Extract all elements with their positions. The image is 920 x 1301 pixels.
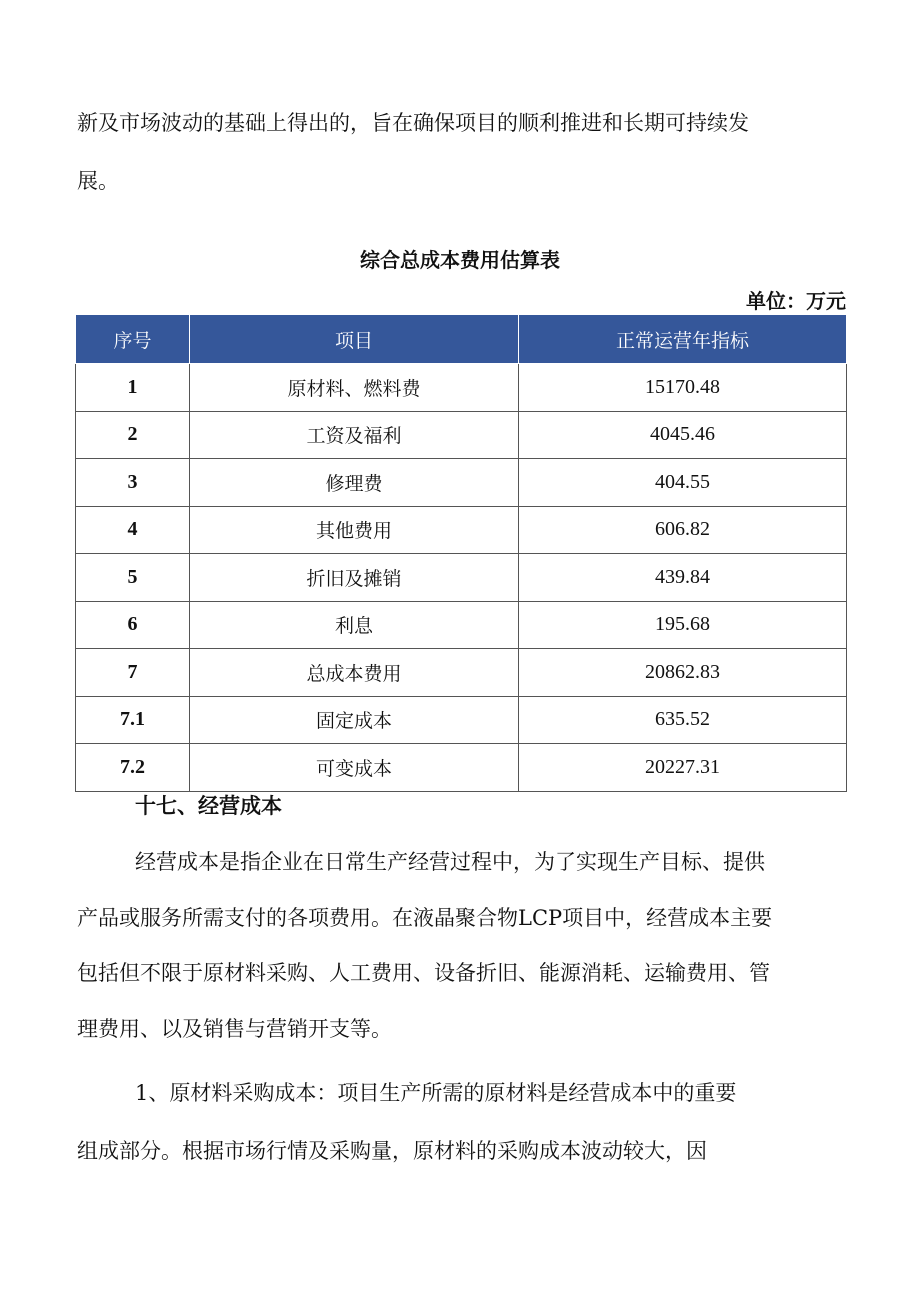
- row-item: 可变成本: [190, 744, 519, 792]
- table-title: 综合总成本费用估算表: [360, 248, 560, 272]
- intro-line-2: 展。: [77, 169, 119, 193]
- table-row: [76, 649, 847, 697]
- row-value: 635.52: [519, 696, 847, 744]
- row-no: 7: [76, 649, 190, 697]
- row-value: 606.82: [519, 506, 847, 554]
- table-row: [76, 411, 847, 459]
- row-item: 其他费用: [190, 506, 519, 554]
- row-no: 1: [76, 364, 190, 412]
- table-row: [76, 601, 847, 649]
- row-no: 2: [76, 411, 190, 459]
- row-value: 20227.31: [519, 744, 847, 792]
- row-value: 195.68: [519, 601, 847, 649]
- table-row: [76, 554, 847, 602]
- table-row: [76, 364, 847, 412]
- para1-line-1: 经营成本是指企业在日常生产经营过程中，为了实现生产目标、提供: [135, 850, 765, 874]
- row-no: 5: [76, 554, 190, 602]
- intro-line-1: 新及市场波动的基础上得出的，旨在确保项目的顺利推进和长期可持续发: [77, 111, 749, 135]
- para1-line-4: 理费用、以及销售与营销开支等。: [77, 1017, 392, 1041]
- para1-line-2: 产品或服务所需支付的各项费用。在液晶聚合物LCP项目中，经营成本主要: [77, 906, 773, 930]
- row-item: 折旧及摊销: [190, 554, 519, 602]
- section-heading: 十七、经营成本: [135, 793, 282, 818]
- table-unit: 单位：万元: [746, 289, 846, 313]
- row-no: 3: [76, 459, 190, 507]
- row-value: 15170.48: [519, 364, 847, 412]
- row-no: 4: [76, 506, 190, 554]
- row-no: 7.2: [76, 744, 190, 792]
- cost-estimate-table: [75, 314, 847, 792]
- row-item: 原材料、燃料费: [190, 364, 519, 412]
- row-item: 工资及福利: [190, 411, 519, 459]
- table-row: [76, 696, 847, 744]
- header-item: 项目: [190, 315, 519, 364]
- header-no: 序号: [76, 315, 190, 364]
- row-item: 总成本费用: [190, 649, 519, 697]
- row-no: 7.1: [76, 696, 190, 744]
- para2-line-1: 1、原材料采购成本：项目生产所需的原材料是经营成本中的重要: [135, 1081, 737, 1105]
- row-item: 利息: [190, 601, 519, 649]
- table-row: [76, 506, 847, 554]
- row-value: 439.84: [519, 554, 847, 602]
- table-row: [76, 744, 847, 792]
- para1-line-3: 包括但不限于原材料采购、人工费用、设备折旧、能源消耗、运输费用、管: [77, 961, 770, 985]
- row-item: 修理费: [190, 459, 519, 507]
- row-value: 4045.46: [519, 411, 847, 459]
- row-value: 20862.83: [519, 649, 847, 697]
- table-row: [76, 459, 847, 507]
- para2-line-2: 组成部分。根据市场行情及采购量，原材料的采购成本波动较大，因: [77, 1139, 707, 1163]
- row-value: 404.55: [519, 459, 847, 507]
- table-header-row: [76, 315, 847, 364]
- row-item: 固定成本: [190, 696, 519, 744]
- row-no: 6: [76, 601, 190, 649]
- header-value: 正常运营年指标: [519, 315, 847, 364]
